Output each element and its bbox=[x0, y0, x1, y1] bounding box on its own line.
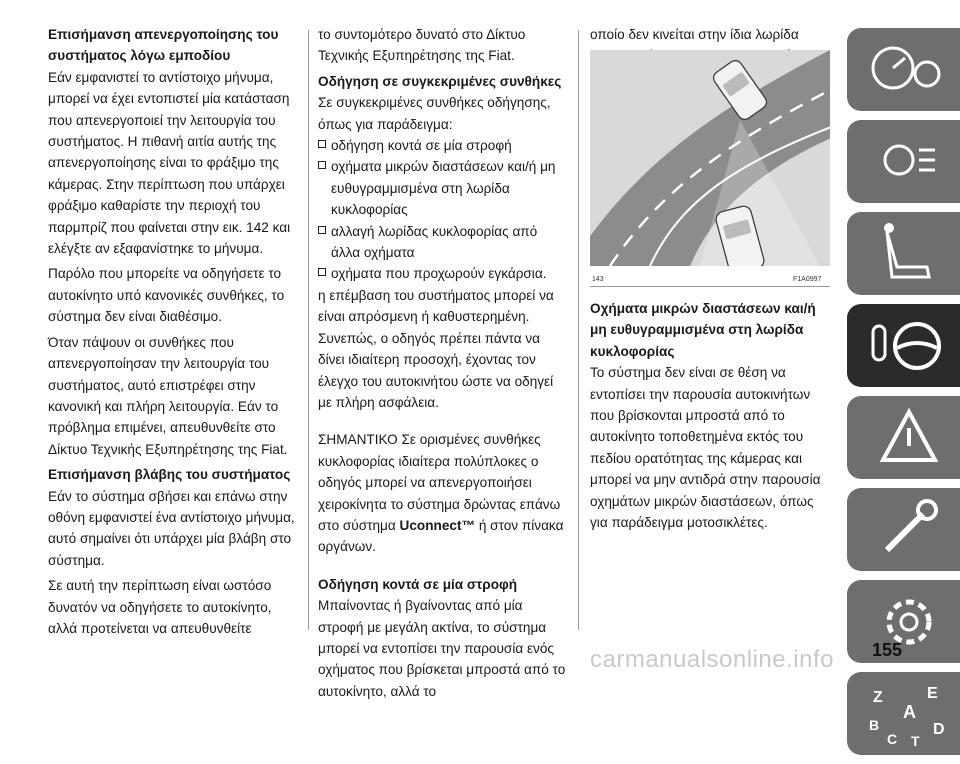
chapter-tabs bbox=[847, 28, 960, 764]
paragraph: Εάν το σύστημα σβήσει και επάνω στην οθόνη εμφανιστεί ένα αντίστοιχο μήνυμα, αυτό σημαίνει ότι υπάρχει μία βλάβη στο σύστημα. bbox=[48, 488, 295, 568]
paragraph: Σε αυτή την περίπτωση είναι ωστόσο δυνατόν να οδηγήσετε το αυτοκίνητο, αλλά προτείνεται να απευθυνθείτε bbox=[48, 578, 272, 636]
paragraph: Παρόλο που μπορείτε να οδηγήσετε το αυτοκίνητο υπό κανονικές συνθήκες, το σύστημα δεν είναι διαθέσιμο. bbox=[48, 266, 285, 325]
paragraph-important: ΣΗΜΑΝΤΙΚΟ Σε ορισμένες συνθήκες κυκλοφορίας ιδιαίτερα πολύπλοκες ο οδηγός μπορεί να απενεργοποιήσει χειροκίνητα το σύστημα δρώντας επάνω στο σύστημα Uconnect™ ή στον πίνακα οργάνων. bbox=[318, 432, 564, 555]
emergency-tab[interactable] bbox=[847, 396, 960, 479]
lights-tab[interactable] bbox=[847, 120, 960, 203]
specs-tab[interactable] bbox=[847, 580, 960, 663]
heading-obstacle-disable: Επισήμανση απενεργοποίησης του συστήματος λόγω εμποδίου bbox=[48, 27, 279, 64]
list-item: αλλαγή λωρίδας κυκλοφορίας από άλλα οχήματα bbox=[318, 221, 570, 264]
index-letter: B bbox=[869, 717, 880, 733]
dashboard-icon bbox=[847, 28, 960, 111]
maintenance-tab[interactable] bbox=[847, 488, 960, 571]
checkbox-bullet-icon bbox=[318, 268, 326, 276]
alphabet-index-icon bbox=[847, 672, 960, 755]
column-2 bbox=[318, 24, 570, 706]
paragraph: Όταν πάψουν οι συνθήκες που απενεργοποίησαν την λειτουργία του συστήματος, αυτό επιστρέφει στην κανονική και πλήρη λειτουργία. Εάν το πρόβλημα επιμένει, απευθυνθείτε στο Δίκτυο Τεχνικής Εξυπηρέτησης της Fiat. bbox=[48, 334, 288, 457]
column-1 bbox=[48, 24, 298, 643]
checkbox-bullet-icon bbox=[318, 140, 326, 148]
steering-wheel-icon bbox=[847, 304, 960, 387]
list-item: οχήματα που προχωρούν εγκάρσια. bbox=[318, 263, 570, 284]
index-letter: T bbox=[911, 733, 920, 749]
checkbox-bullet-icon bbox=[318, 161, 326, 169]
list-item: οχήματα μικρών διαστάσεων και/ή μη ευθυγραμμισμένα στη λωρίδα κυκλοφορίας bbox=[318, 156, 570, 220]
figure-code: F1A0997 bbox=[793, 276, 822, 283]
heading-system-fault: Επισήμανση βλάβης του συστήματος bbox=[48, 467, 291, 483]
wrench-icon bbox=[847, 488, 960, 571]
watermark: carmanualsonline.info bbox=[590, 646, 834, 673]
warning-triangle-icon bbox=[847, 396, 960, 479]
paragraph: οποίο δεν κινείται στην ίδια λωρίδα bbox=[590, 27, 799, 42]
list-item: οδήγηση κοντά σε μία στροφή bbox=[318, 135, 570, 156]
paragraph: το συντομότερο δυνατό στο Δίκτυο Τεχνικής Εξυπηρέτησης της Fiat. bbox=[318, 27, 526, 64]
index-tab[interactable] bbox=[847, 672, 960, 755]
warning-light-icon bbox=[847, 120, 960, 203]
gear-icon bbox=[847, 580, 960, 663]
steering-tab[interactable] bbox=[847, 304, 960, 387]
paragraph: Το σύστημα δεν είναι σε θέση να εντοπίσει την παρουσία αυτοκινήτων που βρίσκονται μπροστά από το αυτοκίνητο τοποθετημένα εκτός του πεδίου ορατότητας της κάμερας και μπορεί να μην αντιδρά στην παρουσία οχημάτων μικρών διαστάσεων, όπως για παράδειγμα μοτοσικλέτες. bbox=[590, 365, 821, 531]
paragraph: Μπαίνοντας ή βγαίνοντας από μία στροφή με μεγάλη ακτίνα, το σύστημα μπορεί να εντοπίσει την παρουσία ενός οχήματος που βρίσκεται μπροστά από το αυτοκίνητο, αλλά το bbox=[318, 598, 566, 699]
index-letter: C bbox=[887, 731, 898, 747]
figure-143 bbox=[590, 50, 830, 266]
figure-number: 143 bbox=[592, 276, 604, 283]
index-letter: D bbox=[933, 721, 945, 738]
page-number: 155 bbox=[872, 640, 903, 660]
index-letter: A bbox=[903, 702, 916, 722]
index-letter: Z bbox=[873, 689, 883, 706]
heading-specific-conditions: Οδήγηση σε συγκεκριμένες συνθήκες bbox=[318, 73, 562, 89]
paragraph: Σε συγκεκριμένες συνθήκες οδήγησης, όπως για παράδειγμα: bbox=[318, 95, 551, 132]
paragraph: η επέμβαση του συστήματος μπορεί να είναι απρόσμενη ή καθυστερημένη. Συνεπώς, ο οδηγός πρέπει πάντα να δίνει ιδιαίτερη προσοχή, έχοντας τον έλεγχο του αυτοκινήτου ώστε να οδηγεί με πλήρη ασφάλεια. bbox=[318, 287, 554, 410]
heading-curve-driving: Οδήγηση κοντά σε μία στροφή bbox=[318, 576, 518, 592]
curve-illustration bbox=[590, 50, 830, 266]
paragraph: Εάν εμφανιστεί το αντίστοιχο μήνυμα, μπορεί να έχει εντοπιστεί μία κατάσταση που απενεργοποιεί την λειτουργία του συστήματος. Η πιθανή αιτία αυτής της απενεργοποίησης είναι το φράξιμο της κάμερας. Στην περίπτωση που υπάρχει φράξιμο καθαρίστε την περιοχή του παρμπρίζ που φαίνεται στην εικ. 142 και ελέγξτε αν εξαφανίστηκε το μήνυμα. bbox=[48, 69, 291, 257]
column-divider bbox=[308, 30, 309, 630]
checkbox-bullet-icon bbox=[318, 226, 326, 234]
dashboard-tab[interactable] bbox=[847, 28, 960, 111]
column-divider bbox=[578, 30, 579, 630]
heading-small-vehicles: Οχήματα μικρών διαστάσεων και/ή μη ευθυγραμμισμένα στη λωρίδα κυκλοφορίας bbox=[590, 301, 816, 359]
safety-tab[interactable] bbox=[847, 212, 960, 295]
index-letter: E bbox=[927, 685, 938, 702]
seat-icon bbox=[847, 212, 960, 295]
column-3-lower bbox=[590, 298, 830, 537]
figure-rule bbox=[590, 286, 830, 287]
